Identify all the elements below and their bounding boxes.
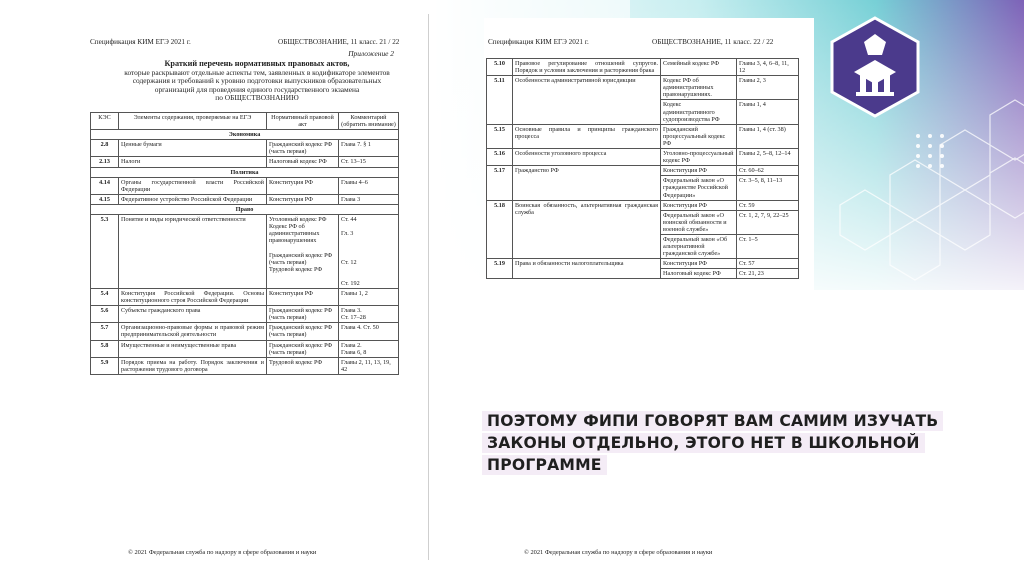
kes-code: 5.9 [91,357,119,374]
table-row [487,166,799,176]
page-divider [428,14,429,560]
legal-act: Гражданский кодекс РФ (часть первая) [267,140,339,157]
kes-code: 5.6 [91,306,119,323]
callout-line-2: ЗАКОНЫ ОТДЕЛЬНО, ЭТОГО НЕТ В ШКОЛЬНОЙ [482,433,925,453]
table-row [91,323,399,340]
legal-act: Кодекс РФ об административных правонарушениях. [661,76,737,100]
table-row [91,177,399,194]
content-element: Налоги [119,157,267,167]
comment: Глава 4. Ст. 50 [339,323,399,340]
comment: Ст. 59 [737,200,799,210]
table-header-row [91,113,399,130]
legal-act: Конституция РФ [267,194,339,204]
kes-code: 4.15 [91,194,119,204]
callout-line-1: ПОЭТОМУ ФИПИ ГОВОРЯТ ВАМ САМИМ ИЗУЧАТЬ [482,411,943,431]
kes-code: 5.16 [487,149,513,166]
legal-act: Конституция РФ [661,200,737,210]
comment: Глава 3 [339,194,399,204]
page-header-right: ОБЩЕСТВОЗНАНИЕ, 11 класс. 21 / 22 [278,38,400,46]
kes-code: 5.11 [487,76,513,125]
page-header-right: ОБЩЕСТВОЗНАНИЕ, 11 класс. 22 / 22 [652,38,774,46]
kes-code: 5.18 [487,200,513,259]
doc-subtitle-3: организаций для проведения единого государственного экзамена [154,84,360,94]
doc-subtitle-2: содержания и требований к уровню подготовки выпускников образовательных [132,76,382,86]
content-element: Организационно-правовые формы и правовой режим предпринимательской деятельности [119,323,267,340]
kes-code: 5.10 [487,59,513,76]
legal-act: Налоговый кодекс РФ [661,269,737,279]
kes-code: 5.17 [487,166,513,200]
content-element: Воинская обязанность, альтернативная гражданская служба [513,200,661,259]
col-header-element: Элементы содержания, проверяемые на ЕГЭ [119,113,267,130]
comment: Ст. 60–62 [737,166,799,176]
document-page-left [88,18,426,563]
section-title: Политика [91,167,399,177]
kes-code: 5.15 [487,124,513,148]
table-row [91,194,399,204]
legal-act: Федеральный закон «Об альтернативной гражданской службе» [661,234,737,258]
comment: Главы 4–6 [339,177,399,194]
comment: Главы 2, 5–8, 12–14 [737,149,799,166]
col-header-kes: КЭС [91,113,119,130]
law-table-left [90,112,399,375]
callout-text [482,410,939,476]
kes-code: 2.8 [91,140,119,157]
legal-act: Федеральный закон «О воинской обязанности и военной службе» [661,210,737,234]
comment: Главы 3, 4, 6–8, 11, 12 [737,59,799,76]
comment: Ст. 1–5 [737,234,799,258]
legal-act: Гражданский кодекс РФ (часть первая) [267,306,339,323]
content-element: Ценные бумаги [119,140,267,157]
comment: Ст. 57 [737,259,799,269]
content-element: Права и обязанности налогоплательщика [513,259,661,279]
legal-act: Гражданский процессуальный кодекс РФ [661,124,737,148]
legal-act: Федеральный закон «О гражданстве Российской Федерации» [661,176,737,200]
legal-act: Кодекс административного судопроизводства РФ [661,100,737,124]
content-element: Конституция Российской Федерации. Основы конституционного строя Российской Федерации [119,288,267,305]
appendix-label: Приложение 2 [348,49,394,58]
school-star-hexagon-icon [830,16,920,118]
page-header-left: Спецификация КИМ ЕГЭ 2021 г. [488,38,589,46]
legal-act: Семейный кодекс РФ [661,59,737,76]
content-element: Федеративное устройство Российской Федерации [119,194,267,204]
legal-act: Конституция РФ [267,288,339,305]
content-element: Особенности уголовного процесса [513,149,661,166]
content-element: Порядок приема на работу. Порядок заключения и расторжения трудового договора [119,357,267,374]
content-element: Основные правила и принципы гражданского процесса [513,124,661,148]
comment: Главы 1, 4 (ст. 38) [737,124,799,148]
table-row [487,59,799,76]
table-row [91,215,399,289]
legal-act: Налоговый кодекс РФ [267,157,339,167]
content-element: Имущественные и неимущественные права [119,340,267,357]
legal-act: Уголовно-процессуальный кодекс РФ [661,149,737,166]
table-row [487,76,799,100]
table-row [91,357,399,374]
comment: Ст. 3–5, 8, 11–13 [737,176,799,200]
section-title: Экономика [91,130,399,140]
content-element: Субъекты гражданского права [119,306,267,323]
doc-title-text: Краткий перечень нормативных правовых актов, [164,59,350,68]
table-row [487,149,799,166]
kes-code: 5.8 [91,340,119,357]
callout-line-3: ПРОГРАММЕ [482,455,607,475]
content-element: Органы государственной власти Российской Федерации [119,177,267,194]
content-element: Гражданство РФ [513,166,661,200]
table-row [487,124,799,148]
legal-act: Конституция РФ [267,177,339,194]
section-title: Право [91,204,399,214]
page-footer: © 2021 Федеральная служба по надзору в сфере образования и науки [524,549,713,556]
legal-act: Гражданский кодекс РФ (часть первая) [267,340,339,357]
page-footer: © 2021 Федеральная служба по надзору в сфере образования и науки [128,549,317,556]
table-row [487,259,799,269]
col-header-comment: Комментарий (обратить внимание) [339,113,399,130]
comment: Глава 3. Ст. 17–28 [339,306,399,323]
kes-code: 5.3 [91,215,119,289]
comment: Главы 1, 2 [339,288,399,305]
kes-code: 5.19 [487,259,513,279]
law-table-right [486,58,799,279]
kes-code: 4.14 [91,177,119,194]
comment: Ст. 21, 23 [737,269,799,279]
table-row [91,140,399,157]
doc-subtitle-1: которые раскрывают отдельные аспекты тем, заявленных в кодификаторе элементов [124,67,390,77]
comment: Глава 7. § 1 [339,140,399,157]
kes-code: 5.4 [91,288,119,305]
comment: Ст. 13–15 [339,157,399,167]
table-row [91,157,399,167]
kes-code: 5.7 [91,323,119,340]
kes-code: 2.13 [91,157,119,167]
legal-act: Трудовой кодекс РФ [267,357,339,374]
comment: Главы 2, 3 [737,76,799,100]
section-row [91,167,399,177]
doc-subtitle-4: по ОБЩЕСТВОЗНАНИЮ [215,93,299,103]
doc-title [88,60,426,103]
comment: Ст. 44 Гл. 3 Ст. 12 Ст. 192 [339,215,399,289]
col-header-act: Нормативный правовой акт [267,113,339,130]
table-row [91,306,399,323]
table-row [91,340,399,357]
legal-act: Конституция РФ [661,259,737,269]
section-row [91,204,399,214]
content-element: Правовое регулирование отношений супругов. Порядок и условия заключения и расторжения брака [513,59,661,76]
table-row [91,288,399,305]
page-header-left: Спецификация КИМ ЕГЭ 2021 г. [90,38,191,46]
document-page-right [484,18,814,563]
legal-act: Конституция РФ [661,166,737,176]
content-element: Особенности административной юрисдикции [513,76,661,125]
legal-act: Уголовный кодекс РФ Кодекс РФ об административных правонарушениях Гражданский кодекс РФ (часть первая) Трудовой кодекс РФ [267,215,339,289]
legal-act: Гражданский кодекс РФ (часть первая) [267,323,339,340]
comment: Главы 2, 11, 13, 19, 42 [339,357,399,374]
comment: Главы 1, 4 [737,100,799,124]
comment: Ст. 1, 2, 7, 9, 22–25 [737,210,799,234]
table-row [487,200,799,210]
comment: Глава 2. Глава 6, 8 [339,340,399,357]
content-element: Понятие и виды юридической ответственности [119,215,267,289]
section-row [91,130,399,140]
